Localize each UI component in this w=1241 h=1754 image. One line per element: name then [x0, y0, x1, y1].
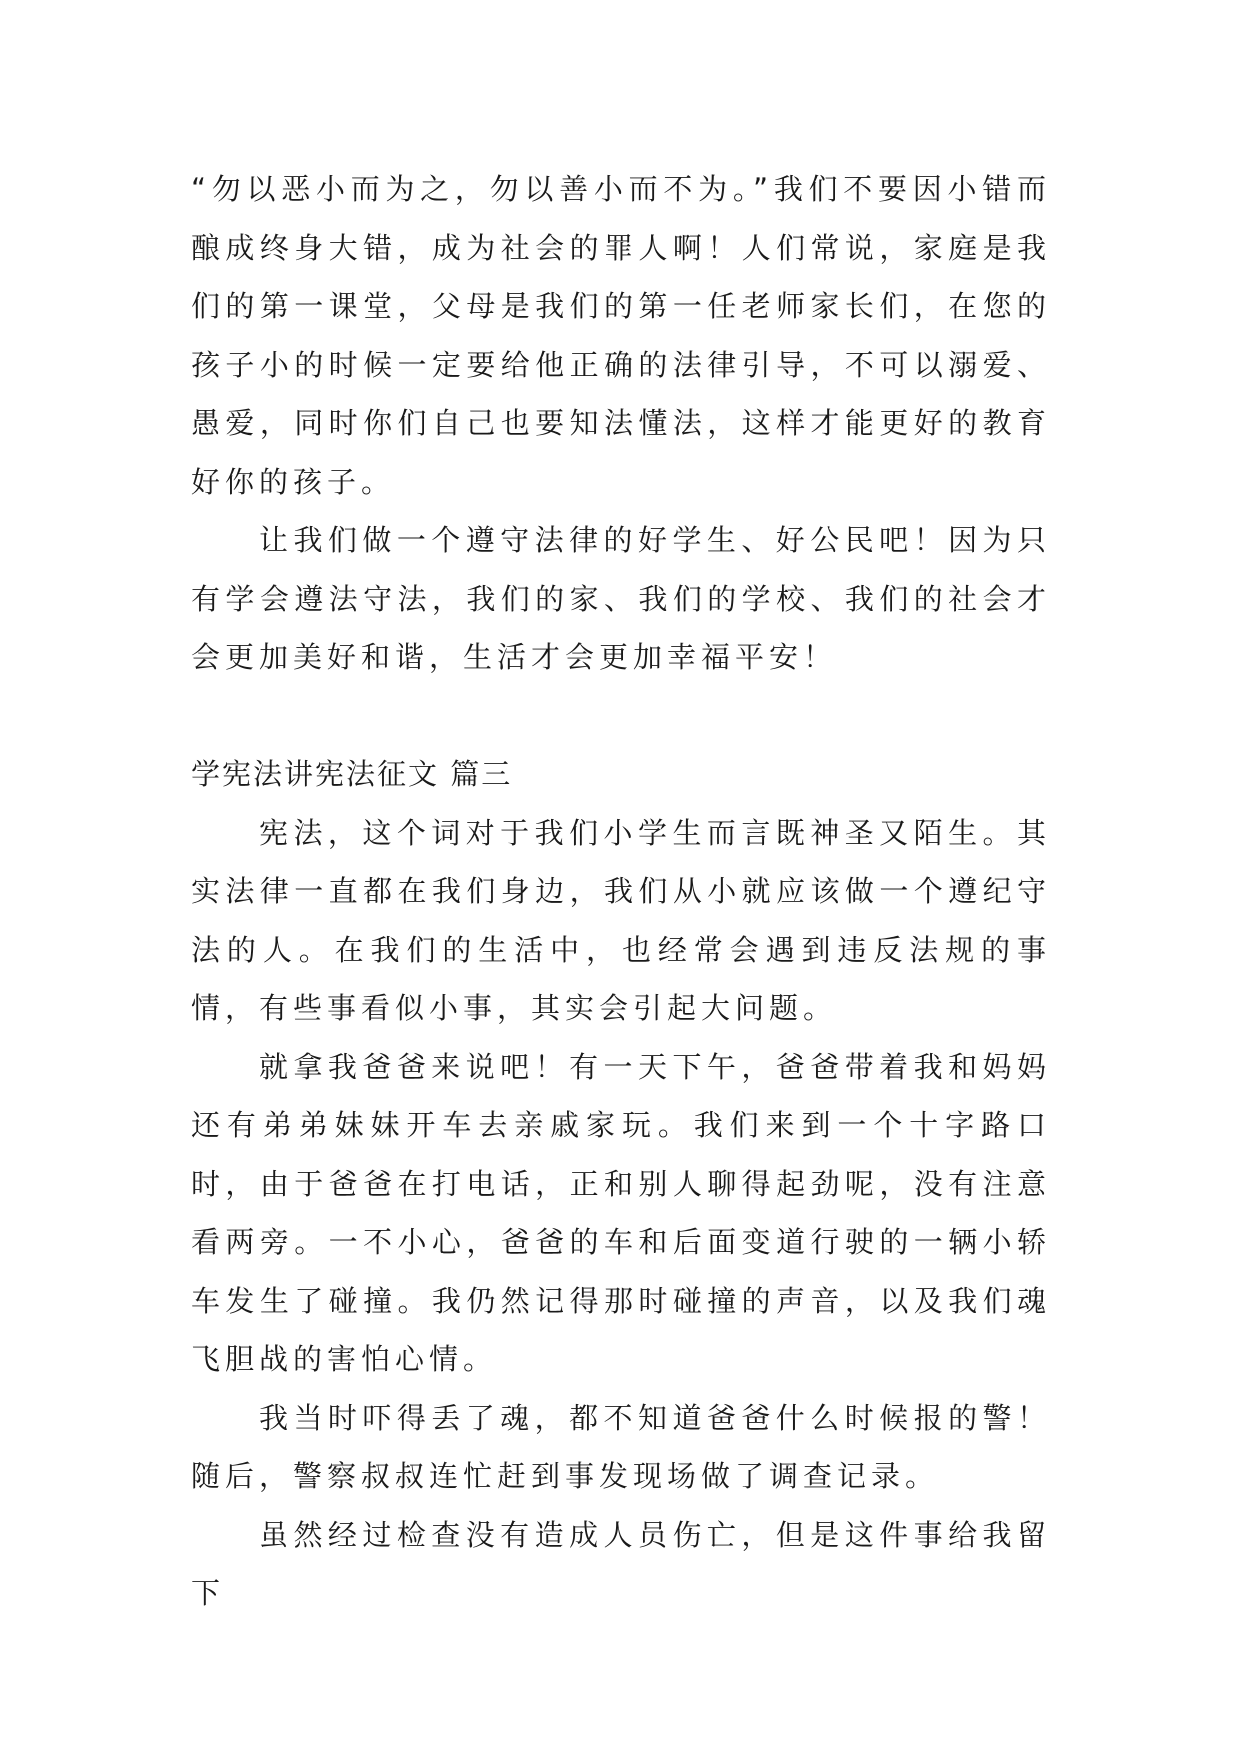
section-spacer — [191, 687, 1051, 746]
paragraph-conclusion: 让我们做一个遵守法律的好学生、好公民吧！因为只有学会遵法守法，我们的家、我们的学校、我们的社会才会更加美好和谐，生活才会更加幸福平安！ — [191, 523, 1051, 674]
paragraph-story: 就拿我爸爸来说吧！有一天下午，爸爸带着我和妈妈还有弟弟妹妹开车去亲戚家玩。我们来到一个十字路口时，由于爸爸在打电话，正和别人聊得起劲呢，没有注意看两旁。一不小心，爸爸的车和后面变道行驶的一辆小轿车发生了碰撞。我仍然记得那时碰撞的声音，以及我们魂飞胆战的害怕心情。 — [191, 1049, 1051, 1376]
paragraph-police: 我当时吓得丢了魂，都不知道爸爸什么时候报的警！随后，警察叔叔连忙赶到事发现场做了调查记录。 — [191, 1400, 1051, 1493]
section-title: 学宪法讲宪法征文 篇三 — [191, 757, 513, 791]
paragraph-continued: “勿以恶小而为之，勿以善小而不为。”我们不要因小错而酿成终身大错，成为社会的罪人啊！人们常说，家庭是我们的第一课堂，父母是我们的第一任老师家长们，在您的孩子小的时候一定要给他正确的法律引导，不可以溺爱、愚爱，同时你们自己也要知法懂法，这样才能更好的教育好你的孩子。 — [191, 172, 1051, 499]
paragraph-lesson: 虽然经过检查没有造成人员伤亡，但是这件事给我留下 — [191, 1517, 1051, 1610]
document-page — [191, 160, 1051, 1623]
paragraph-intro: 宪法，这个词对于我们小学生而言既神圣又陌生。其实法律一直都在我们身边，我们从小就应该做一个遵纪守法的人。在我们的生活中，也经常会遇到违反法规的事情，有些事看似小事，其实会引起大问题。 — [191, 815, 1051, 1025]
